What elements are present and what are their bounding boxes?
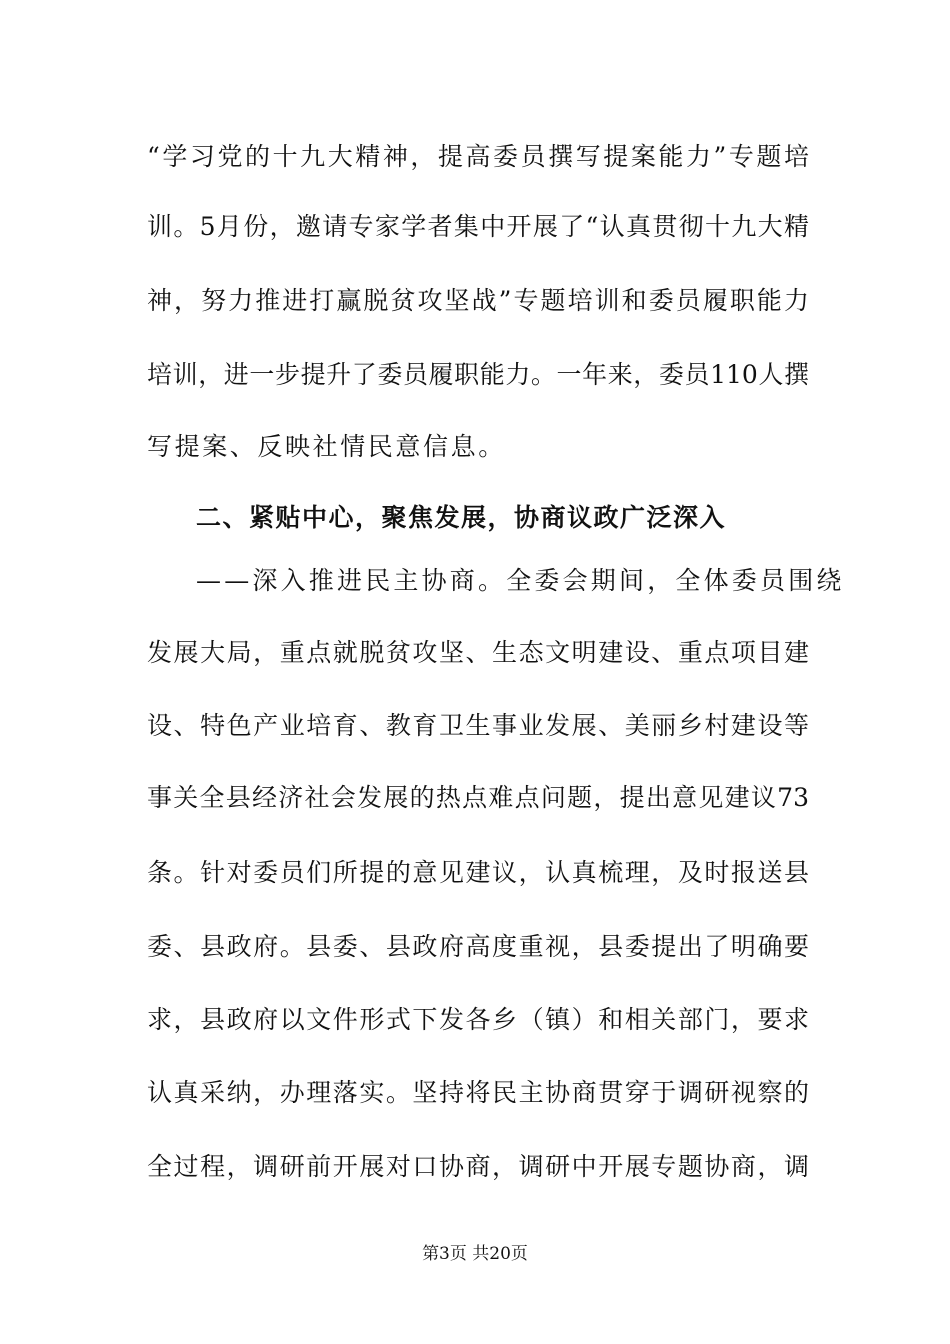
body-line: 训。5月份，邀请专家学者集中开展了“认真贯彻十九大精 (147, 212, 809, 241)
body-line: “学习党的十九大精神，提高委员撰写提案能力”专题培 (147, 142, 809, 171)
body-line: 全过程，调研前开展对口协商，调研中开展专题协商，调 (147, 1152, 809, 1181)
body-line: 发展大局，重点就脱贫攻坚、生态文明建设、重点项目建 (147, 638, 809, 667)
body-line: ——深入推进民主协商。全委会期间，全体委员围绕 (196, 566, 845, 595)
body-line: 设、特色产业培育、教育卫生事业发展、美丽乡村建设等 (147, 711, 809, 740)
body-line: 事关全县经济社会发展的热点难点问题，提出意见建议73 (147, 783, 809, 812)
body-line: 条。针对委员们所提的意见建议，认真梳理，及时报送县 (147, 858, 809, 887)
body-line: 求，县政府以文件形式下发各乡（镇）和相关部门，要求 (147, 1005, 809, 1034)
body-line: 培训，进一步提升了委员履职能力。一年来，委员110人撰 (147, 360, 809, 389)
body-line: 神，努力推进打赢脱贫攻坚战”专题培训和委员履职能力 (147, 286, 809, 315)
section-heading: 二、紧贴中心，聚焦发展，协商议政广泛深入 (196, 503, 727, 532)
body-line: 认真采纳，办理落实。坚持将民主协商贯穿于调研视察的 (147, 1078, 809, 1107)
body-line: 写提案、反映社情民意信息。 (147, 432, 506, 461)
page-footer: 第3页 共20页 (422, 1244, 528, 1264)
body-line: 委、县政府。县委、县政府高度重视，县委提出了明确要 (147, 932, 809, 961)
